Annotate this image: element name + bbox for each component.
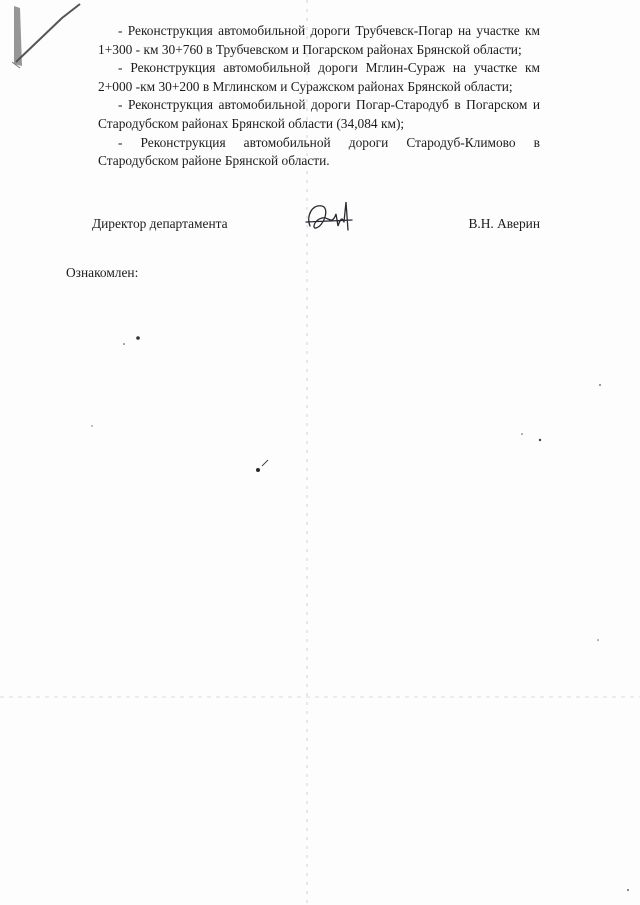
list-item: - Реконструкция автомобильной дороги Погар-Стародуб в Погарском и Стародубском районах Брянской области (34,084 км); xyxy=(98,97,540,131)
list-item: - Реконструкция автомобильной дороги Стародуб-Климово в Стародубском районе Брянской области. xyxy=(98,134,540,169)
signature-block xyxy=(92,216,542,236)
signatory-role: Директор департамента xyxy=(92,216,228,231)
acquainted-label: Ознакомлен: xyxy=(66,265,139,280)
handwritten-signature xyxy=(302,196,358,240)
road-reconstruction-list xyxy=(98,22,540,171)
list-item: - Реконструкция автомобильной дороги Мглин-Сураж на участке км 2+000 -км 30+200 в Мглинском и Суражском районах Брянской области; xyxy=(98,60,540,94)
signatory-name: В.Н. Аверин xyxy=(468,216,540,231)
list-item: - Реконструкция автомобильной дороги Трубчевск-Погар на участке км 1+300 - км 30+760 в Трубчевском и Погарском районах Брянской области; xyxy=(98,23,540,57)
